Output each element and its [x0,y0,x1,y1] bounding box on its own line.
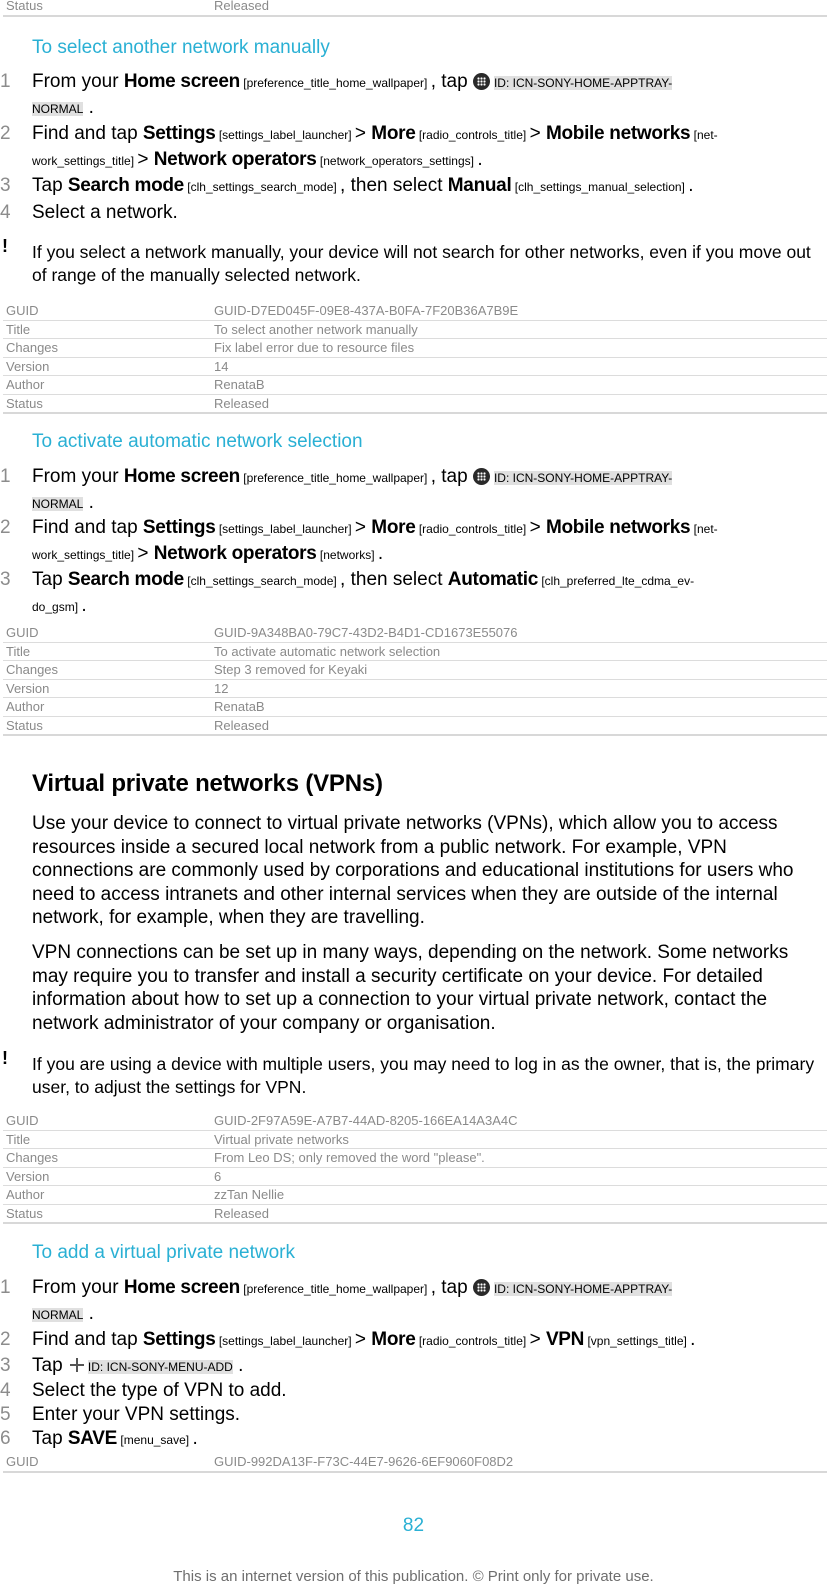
table-row: Status Released [3,1204,827,1223]
note-manual-network: If you select a network manually, your device will not search for other networks, even if you move out of range of the manually selected network. [32,242,811,285]
table-row: Status Released [3,394,827,413]
table-row: Author RenataB [3,376,827,395]
table-row: Title To select another network manually [3,320,827,339]
table-row: Changes Step 3 removed for Keyaki [3,661,827,680]
table-row: Status Released [3,716,827,735]
manual-page: Status Released To select another network manually 1 From your Home screen [preference_title_home_wallpaper] , tap ID: ICN-SONY-HOME-APPTRAY- NORMAL . 2 Find and tap Settings [settings_label_launcher] > More [radio_controls_title] > Mobile networks [net- work_settings_title] > Network operators [network_operators_settings] . 3 Tap Search mode [clh_settings_search_mode] , then select Manual [clh_settings_manual_selection] . 4 Select a network. ! If you select a network manually, your device will not search for other networks, even if you move out of range of the manually selected network. GUID GUID-D7ED045F-09E8-437A-B0FA-7F20B36A7B9E Title To select another network manually Changes Fix label error due to resource files Version 14 Author RenataB Status Released To activate automatic network selection 1 From your Home screen [preference_title_home_wallpaper] , tap ID: ICN-SONY-HOME-APPTRAY- NORMAL . 2 Find and tap Settings [settings_label_launcher] > More [radio_controls_title] > Mobile networks [net- work_settings_title] > Network operators [networks] . 3 Tap Search mode [clh_settings_search_mode] , then select Automatic [clh_preferred_lte_cdma_ev- do_gsm] . GUID GUID-9A348BA0-79C7-43D2-B4D1-CD1673E55076 Title To activate automatic network selection Changes Step 3 removed for Keyaki Version 12 Author RenataB Status Released Virtual private networks (VPNs) Use your device to connect to virtual private networks (VPNs), which allow you to access resources inside a secured local network from a public network. For example, VPN connections are commonly used by corporations and educational institutions for users who need to access intranets and other internal services when they are outside of the internal network, for example, when they are travelling. VPN connections can be set up in many ways, depending on the network. Some networks may require you to transfer and install a security certificate on your device. For detailed information about how to set up a connection to your virtual private network, contact the network administrator of your company or organisation. ! If you are using a device with multiple users, you may need to log in as the owner, that is, the primary user, to adjust the settings for VPN. GUID GUID-2F97A59E-A7B7-44AD-8205-166EA14A3A4C Title Virtual private networks Changes From Leo DS; only removed the word "please". Version 6 Author zzTan Nellie Status Released To add a virtual private network 1 From your Home screen [preference_title_home_wallpaper] , tap ID: ICN-SONY-HOME-APPTRAY- NORMAL . 2 Find and tap Settings [settings_label_launcher] > More [radio_controls_title] > VPN [vpn_settings_title] . 3 Tap ID: ICN-SONY-MENU-ADD . 4 Select the type of VPN to add. 5 Enter your VPN settings. 6 Tap SAVE [menu_save] . GUID GUID-992DA13F-F73C-44E7-9626-6EF9060F08D2 82 This is an internet version of this publication. © Print only for private use. [0,0,827,1590]
metadata-table-manual [3,302,827,414]
table-row: Version 14 [3,357,827,376]
section-heading-manual-network: To select another network manually [32,37,330,58]
app-tray-icon [473,1279,490,1296]
section-heading-add-vpn: To add a virtual private network [32,1242,295,1263]
section-heading-automatic-network: To activate automatic network selection [32,431,363,452]
metadata-table-add-vpn [3,1453,827,1473]
table-row: GUID GUID-D7ED045F-09E8-437A-B0FA-7F20B36A7B9E [3,302,827,320]
table-row: Title To activate automatic network selection [3,642,827,661]
table-row: Title Virtual private networks [3,1130,827,1149]
table-row: Status Released [3,0,827,16]
table-row: Changes Fix label error due to resource files [3,339,827,358]
table-row: Author RenataB [3,698,827,717]
table-row: Author zzTan Nellie [3,1186,827,1205]
metadata-table-automatic [3,624,827,736]
add-icon [68,1356,86,1374]
metadata-table-vpn [3,1112,827,1224]
vpn-paragraph-2: VPN connections can be set up in many ways, depending on the network. Some networks may require you to transfer and install a security certificate on your device. For detailed information about how to set up a connection to your virtual private network, contact the network administrator of your company or organisation. [32,942,789,1034]
page-title: Virtual private networks (VPNs) [32,770,383,797]
page-number: 82 [402,1515,425,1536]
metadata-table-top [3,0,827,17]
note-icon: ! [2,1048,8,1068]
table-row: GUID GUID-992DA13F-F73C-44E7-9626-6EF9060F08D2 [3,1453,827,1472]
app-tray-icon [473,73,490,90]
table-row: Changes From Leo DS; only removed the word "please". [3,1149,827,1168]
vpn-paragraph-1: Use your device to connect to virtual private networks (VPNs), which allow you to access resources inside a secured local network from a public network. For example, VPN connections are commonly used by corporations and educational institutions for users who need to access intranets and other internal services when they are outside of the internal network, for example, when they are travelling. [32,813,794,928]
table-row: Version 6 [3,1167,827,1186]
footer-note: This is an internet version of this publication. © Print only for private use. [173,1568,654,1585]
note-vpn-owner: If you are using a device with multiple users, you may need to log in as the owner, that is, the primary user, to adjust the settings for VPN. [32,1054,815,1097]
table-row: GUID GUID-2F97A59E-A7B7-44AD-8205-166EA14A3A4C [3,1112,827,1130]
app-tray-icon [473,468,490,485]
home-screen-label: Home screen [123,71,240,92]
note-icon: ! [2,236,8,256]
table-row: Version 12 [3,679,827,698]
table-row: GUID GUID-9A348BA0-79C7-43D2-B4D1-CD1673E55076 [3,624,827,642]
